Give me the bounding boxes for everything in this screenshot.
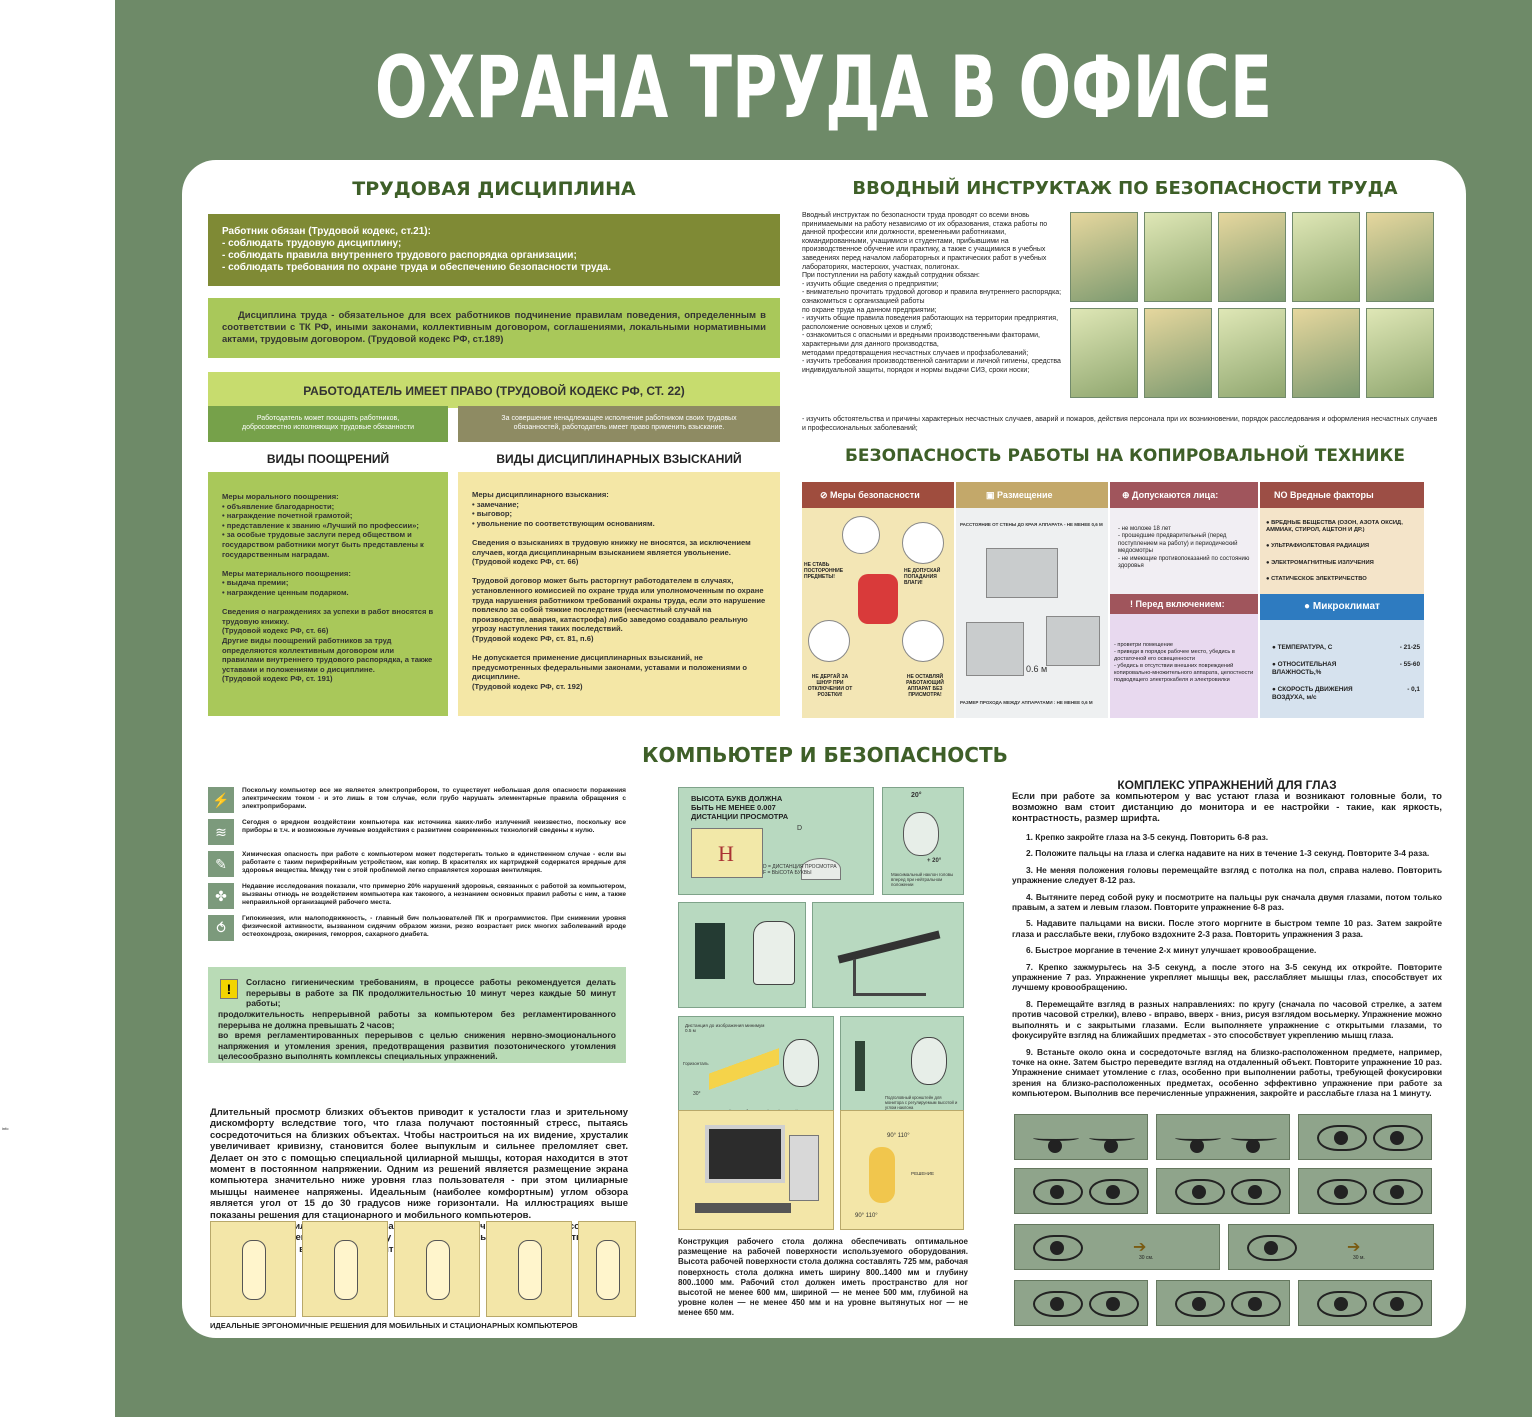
eye-icon: [1033, 1179, 1083, 1205]
eye-exercise-cell: [1298, 1114, 1432, 1160]
eye-exercise-cell: [1156, 1280, 1290, 1326]
copier-safety-head-label: Меры безопасности: [830, 490, 920, 500]
lightning-icon: ⚡: [208, 787, 234, 813]
induction-line: - изучить общие сведения о предприятии;: [802, 280, 939, 288]
hazard-item: [208, 787, 626, 813]
induction-panel: [1366, 308, 1434, 398]
worker-duty-box: [208, 214, 780, 286]
eye-exercise-item: 4. Вытяните перед собой руку и посмотрите на пальцы рук сначала двумя глазами, потом только правым, а затем и левым глазом. Повторите упражнение 6-8 раз.: [1012, 891, 1442, 913]
eye-icon: [1317, 1291, 1367, 1317]
rewards-box: [208, 472, 448, 716]
break-notice-rest: [218, 1009, 616, 1062]
eye-icon: [1373, 1179, 1423, 1205]
eye-icon: [1175, 1291, 1225, 1317]
rewards-line: (Трудовой кодекс РФ, ст. 66): [222, 626, 329, 636]
penalties-line: Не допускается применение дисциплинарных взысканий, не предусмотренных федеральными законами, уставами и положениями о дисциплине.: [472, 653, 748, 682]
copier-before-text: [1114, 642, 1254, 684]
rewards-title: ВИДЫ ПООЩРЕНИЙ: [266, 452, 390, 466]
ergonomic-figure: [518, 1240, 542, 1300]
view-cone-image: [709, 1041, 779, 1097]
employer-title-box: [208, 372, 780, 408]
employer-right-text: За совершение ненадлежащее исполнение работником своих трудовых обязанностей, работодатель имеет право применить взыскание.: [501, 415, 737, 431]
page-title: ОХРАНА ТРУДА В ОФИСЕ: [374, 38, 1273, 138]
copier-plug-icon: [808, 620, 850, 662]
bracket-caption: Подголовный кронштейн для монитора с регулируемым высотой и углом наклона: [885, 1095, 958, 1110]
desk-requirements-text: Конструкция рабочего стола должна обеспечивать оптимальное размещение на рабочей поверхности используемого оборудования. Высота рабочей поверхности стола должна составлять 725 мм, рабочая поверхность стола должна иметь ширину 800..1400 мм и глубину 800..1000 мм. Рабочий стол должен иметь пространство для ног высотой не менее 600 мм, шириной — не менее 500 мм, глубиной на уровне колен — не менее 450 мм и на уровне вытянутых ног — не менее 650 мм.: [678, 1237, 968, 1318]
letter-d-label: D: [797, 825, 803, 832]
employer-left-box: [208, 406, 448, 442]
rewards-line: [222, 559, 436, 569]
hazard-text: Недавние исследования показали, что примерно 20% нарушений здоровья, связанных с работой за компьютером, вызваны отнюдь не воздействием компьютера как такового, а незнанием основных правил работы с ним, а также неправильной организацией рабочего места.: [242, 883, 626, 907]
climate-value: - 21-25: [1399, 644, 1420, 651]
eyes-intro: Если при работе за компьютером у вас устают глаза и возникают головные боли, то возможно вам стоит дистанцию до монитора и ее настройки - такие, как яркость, контрастность, размер шрифта.: [1012, 791, 1442, 823]
induction-illustrations: [1070, 212, 1440, 404]
penalties-title: ВИДЫ ДИСЦИПЛИНАРНЫХ ВЗЫСКАНИЙ: [496, 452, 742, 466]
eye-icon: [1089, 1291, 1139, 1317]
arrow-right-icon: ➔: [1133, 1239, 1147, 1256]
arrow-right-icon: ➔: [1347, 1239, 1361, 1256]
chair-angle-top: 90° 110°: [887, 1133, 910, 1139]
penalties-line: Меры дисциплинарного взыскания:: [472, 490, 609, 499]
induction-bottom-text: - изучить обстоятельства и причины характерных несчастных случаев, аварий и пожаров, действия персонала при их возникновении, порядок расследования и оформления несчастных случаев и профессиональных заболеваний;: [802, 416, 1438, 432]
puzzle-icon: ✤: [208, 883, 234, 909]
copier-hand-icon: [858, 574, 898, 624]
notice-line: продолжительность непрерывной работы за компьютером без регламентированного перерыва не должна превышать 2 часов;: [218, 1009, 616, 1030]
penalties-line: (Трудовой кодекс РФ, ст. 192): [472, 681, 583, 691]
head-front-image: [903, 812, 939, 856]
factor-item: ● ВРЕДНЫЕ ВЕЩЕСТВА (ОЗОН, АЗОТА ОКСИД, АММИАК, СТИРОЛ, АЦЕТОН И ДР.): [1266, 520, 1403, 534]
hazard-text: Гипокинезия, или малоподвижность, - главный бич пользователей ПК и программистов. При снижении уровня физической активности, вызванном сидячим образом жизни, резко возрастает риск многих заболеваний вроде остеохондроза, ожирения, геморроя, сахарного диабета.: [242, 915, 626, 939]
eye-exercises-list: [1012, 832, 1442, 1105]
induction-panel: [1144, 212, 1212, 302]
chair-label: РЕШЕНИЕ: [911, 1171, 935, 1176]
worker-duty-line: - соблюдать трудовую дисциплину;: [222, 238, 402, 249]
ergonomic-solution-image: [486, 1221, 572, 1317]
eye-icon: [1175, 1135, 1221, 1141]
discipline-title: ТРУДОВАЯ ДИСЦИПЛИНА: [352, 178, 636, 200]
copier-factors-text: [1266, 520, 1420, 592]
copier-admission-head-label: Допускаются лица:: [1132, 490, 1219, 500]
copier-safety-head: ⊘ Меры безопасности: [802, 482, 954, 508]
eye-exercise-cell: [1298, 1280, 1432, 1326]
copier-distance-label: 0.6 м: [1026, 664, 1048, 674]
definition-box: [208, 298, 780, 358]
copier-placement-top: РАССТОЯНИЕ ОТ СТЕНЫ ДО КРАЯ АППАРАТА - НЕ МЕНЕЕ 0,6 М: [960, 522, 1103, 527]
ergonomic-solution-image: [302, 1221, 388, 1317]
admission-line: - не моложе 18 лет: [1118, 526, 1171, 532]
copier-col-safety: [802, 482, 954, 718]
eye-exercise-cell: [1156, 1168, 1290, 1214]
ergonomic-figure: [596, 1240, 620, 1300]
ergonomic-solution-image: [394, 1221, 480, 1317]
admission-line: - не имеющие противопоказаний по состоянию здоровья: [1118, 555, 1250, 570]
hazard-item: [208, 883, 626, 909]
climate-value: - 0,1: [1407, 686, 1420, 693]
copier-objects-icon: [842, 516, 880, 554]
eye-icon: [1317, 1179, 1367, 1205]
eye-exercise-item: 1. Крепко закройте глаза на 3-5 секунд. Повторить 6-8 раз.: [1026, 832, 1269, 842]
reach-test-illustration: [678, 902, 806, 1008]
eye-exercise-item: 5. Надавите пальцами на виски. После этого моргните в быстром темпе 10 раз. Затем закройте глаза и расслабьте веки, глубоко вздохните 2-3 раза. Повторить упражнения 3 раза.: [1012, 918, 1442, 939]
employer-left-text: Работодатель может поощрять работников, добросовестно исполняющих трудовые обязанности: [242, 415, 414, 431]
arm-viewer-head: [911, 1037, 947, 1085]
rewards-line: • награждение ценным подарком.: [222, 587, 349, 597]
warning-icon: !: [220, 979, 238, 999]
copier-climate-text: [1272, 644, 1420, 711]
induction-panel: [1218, 212, 1286, 302]
eye-exercise-item: 6. Быстрое моргание в течение 2-х минут улучшает кровообращение.: [1026, 945, 1317, 956]
eye-icon: [1089, 1135, 1135, 1141]
worker-duty-line: - соблюдать правила внутреннего трудового распорядка организации;: [222, 250, 577, 261]
eyes-title: КОМПЛЕКС УПРАЖНЕНИЙ ДЛЯ ГЛАЗ: [1117, 778, 1337, 792]
penalties-line: (Трудовой кодекс РФ, ст. 66): [472, 557, 579, 567]
desktop-monitor-image: [705, 1125, 785, 1183]
copier-title: БЕЗОПАСНОСТЬ РАБОТЫ НА КОПИРОВАЛЬНОЙ ТЕХНИКЕ: [844, 446, 1406, 466]
copier-moisture-icon: [902, 522, 944, 564]
posture-icon: ⥀: [208, 915, 234, 941]
copier-machine-image-2: [966, 622, 1024, 676]
induction-title: ВВОДНЫЙ ИНСТРУКТАЖ ПО БЕЗОПАСНОСТИ ТРУДА: [852, 178, 1398, 199]
chair-angle-bottom: 90° 110°: [855, 1213, 878, 1219]
eye-exercise-cell: [1014, 1168, 1148, 1214]
system-unit-image: [789, 1135, 819, 1201]
eye-icon: [1089, 1179, 1139, 1205]
eye-icon: [1033, 1135, 1079, 1141]
worker-duty-line: Работник обязан (Трудовой кодекс, ст.21):: [222, 226, 431, 237]
rewards-line: Меры морального поощрения:: [222, 492, 339, 501]
penalties-line: [472, 644, 766, 654]
letter-legend: [763, 864, 873, 876]
eye-icon: [1033, 1291, 1083, 1317]
penalties-line: (Трудовой кодекс РФ, ст. 81, п.6): [472, 633, 594, 643]
hazard-item: [208, 915, 626, 941]
rewards-line: • за особые трудовые заслуги перед обществом и государством работники могут быть представлены к государственным наградам.: [222, 530, 424, 559]
laptop-stand-illustration: [812, 902, 964, 1008]
penalties-line: • выговор;: [472, 509, 512, 519]
letter-legend-f: F = ВЫСОТА БУКВЫ: [763, 870, 812, 876]
margin-note: info: [2, 1126, 9, 1131]
seated-person-image: [753, 921, 795, 985]
copier-safety-label-4: НЕ ОСТАВЛЯЙ РАБОТАЮЩИЙ АППАРАТ БЕЗ ПРИСМОТРА!: [906, 674, 944, 698]
angle-top-label: 20°: [911, 792, 922, 799]
definition-text: Дисциплина труда - обязательное для всех работников подчинение правилам поведения, определенным в соответствии с ТК РФ, иными законами, коллективным договором, соглашениями, локальными нормативными актами, трудовым договором. (Трудовой кодекс РФ, ст.189): [222, 310, 766, 345]
computer-title: КОМПЬЮТЕР И БЕЗОПАСНОСТЬ: [642, 743, 1008, 767]
distance-label: Дистанция до изображения минимум 0.5 м: [685, 1023, 765, 1034]
before-line: - приведи в порядок рабочее место, убедись в достаточной его освещенности: [1114, 649, 1235, 662]
angle-bottom-label: + 20°: [927, 858, 942, 864]
climate-row: [1272, 661, 1420, 677]
eye-exercise-item: 7. Крепко зажмурьтесь на 3-5 секунд, а после этого на 3-5 секунд их откройте. Повторите упражнение 7 раз. Упражнение укрепляет мышцы век, расслабляет мышцы глаз, способствует их лучшему кровообращению.: [1012, 961, 1442, 993]
induction-line: - изучить общие правила поведения работающих на территории предприятия, расположение основных цехов и служб;: [802, 315, 1059, 331]
penalties-line: Трудовой договор может быть расторгнут работодателем в случаях, установленного комиссией по охране труда или уполномоченным по охране труда нарушения работником требований охраны труда, если это нарушение повлекло за собой тяжкие последствия (несчастный случай на производстве, авария, катастрофа) либо заведомо создавало реальную угрозу наступления таких последствий.: [472, 576, 766, 634]
eye-exercise-item: 2. Положите пальцы на глаза и слегка надавите на них в течение 1-3 секунд. Повторите 3-4 раза.: [1026, 848, 1430, 859]
eye-exercise-cell: [1298, 1168, 1432, 1214]
penalties-line: [472, 528, 766, 538]
break-notice-text: Согласно гигиеническим требованиям, в процессе работы рекомендуется делать перерывы в работе за ПК продолжительностью 10 минут через каждые 50 минут работы;: [246, 977, 616, 1008]
copier-unattended-icon: [902, 620, 944, 662]
eye-distance-label: 30 м.: [1353, 1255, 1365, 1261]
before-line: - проветри помещение: [1114, 642, 1173, 648]
monitor-height-text: способом: пальцы центра..: [371, 1221, 602, 1255]
angle-caption: Максимальный наклон головы вперед при нейтральном положении: [891, 872, 954, 888]
ergonomic-figure: [334, 1240, 358, 1300]
chemical-icon: ✎: [208, 851, 234, 877]
hazard-item: [208, 819, 626, 845]
eye-icon: [1317, 1125, 1367, 1151]
letter-screen-image: [691, 828, 763, 878]
eye-icon: [1373, 1291, 1423, 1317]
induction-panel: [1070, 212, 1138, 302]
hazard-item: [208, 851, 626, 877]
notice-line: во время регламентированных перерывов с целью снижения нервно-эмоционального напряжения и утомления зрения, предотвращения развития позотонического утомления целесообразно выполнять комплексы специальных упражнений.: [218, 1030, 616, 1061]
eye-icon: [1231, 1291, 1281, 1317]
letter-height-illustration: [678, 787, 874, 895]
induction-line: Вводный инструктаж по безопасности труда проводят со всеми вновь принимаемыми на работу независимо от их образования, стажа работы по данной профессии или должности, временными работниками, командированными, учащимися и студентами, прибывшими на производственное обучение или практику, а также с учащимися в учебных заведениях перед началом лабораторных и практических работ в учебных лабораториях, мастерских, участках, полигонах.: [802, 212, 1048, 271]
copier-placement-bottom: РАЗМЕР ПРОХОДА МЕЖДУ АППАРАТАМИ : НЕ МЕНЕЕ 0,6 М: [960, 700, 1093, 705]
stand-image: [853, 959, 926, 996]
copier-safety-label-3: НЕ ДЕРГАЙ ЗА ШНУР ПРИ ОТКЛЮЧЕНИИ ОТ РОЗЕТКИ!: [807, 674, 853, 698]
employer-title: РАБОТОДАТЕЛЬ ИМЕЕТ ПРАВО (ТРУДОВОЙ КОДЕКС РФ, СТ. 22): [303, 384, 685, 398]
copier-col-admission: [1110, 482, 1258, 718]
induction-panel: [1144, 308, 1212, 398]
hazard-text: Сегодня о вредном воздействии компьютера как источника каких-либо излучений неизвестно, поскольку все приборы в т.ч. и возможные лучевые воздействия с развитием современных технологий сведены к нулю.: [242, 819, 626, 835]
rewards-line: • награждение почетной грамотой;: [222, 511, 353, 521]
letter-height-text: ВЫСОТА БУКВ ДОЛЖНА БЫТЬ НЕ МЕНЕЕ 0.007 ДИСТАНЦИИ ПРОСМОТРА: [691, 794, 789, 821]
rewards-line: Другие виды поощрений работников за труд определяются коллективным договором или правилами внутреннего трудового распорядка, а также уставами и положениями о дисциплине.: [222, 635, 433, 674]
copier-placement-head: ▣ Размещение: [956, 482, 1108, 508]
seated-figure-image: [869, 1147, 895, 1203]
climate-row: [1272, 686, 1420, 702]
copier-machine-image: [986, 548, 1058, 598]
copier-placement-head-label: Размещение: [997, 490, 1053, 500]
computer-hazards: [208, 787, 626, 947]
copier-safety-label-2: НЕ ДОПУСКАЙ ПОПАДАНИЯ ВЛАГИ!: [904, 568, 941, 586]
induction-line: по охране труда на данном предприятии;: [802, 306, 937, 314]
factor-item: ● УЛЬТРАФИОЛЕТОВАЯ РАДИАЦИЯ: [1266, 543, 1370, 550]
factor-item: ● ЭЛЕКТРОМАГНИТНЫЕ ИЗЛУЧЕНИЯ: [1266, 559, 1374, 566]
climate-key: ● СКОРОСТЬ ДВИЖЕНИЯ ВОЗДУХА, м/с: [1272, 686, 1353, 701]
induction-line: методами предотвращения несчастных случаев и профзаболеваний;: [802, 349, 1029, 357]
letter-legend-d: D = ДИСТАНЦИЯ ПРОСМОТРА: [763, 864, 837, 870]
admission-line: - прошедшие предварительный (перед поступлением на работу) и периодический медосмотры: [1118, 533, 1238, 555]
rewards-line: • выдача премии;: [222, 578, 289, 588]
worker-duty-line: - соблюдать требования по охране труда и обеспечению безопасности труда.: [222, 262, 612, 273]
penalties-box: [458, 472, 780, 716]
hazard-text: Химическая опасность при работе с компьютером может подстерегать только в единственном случае - если вы работаете с таким периферийным устройством, как копир. В красителях их картриджей содержатся вредные для здоровья вещества. Между тем с этой проблемой легко справляется хорошая вентиляция.: [242, 851, 626, 875]
eye-exercise-cell: [1014, 1224, 1220, 1270]
climate-row: [1272, 644, 1420, 652]
copier-climate-head-label: Микроклимат: [1312, 601, 1380, 612]
chair-posture-illustration: [840, 1110, 964, 1230]
penalties-line: [472, 567, 766, 577]
penalties-text: [458, 472, 780, 691]
eye-exercise-item: 9. Встаньте около окна и сосредоточьте взгляд на близко-расположенном предмете, например, точке на окне. Затем быстро переведите взгляд на отдаленный объект. Повторите упражнение 10 раз. Упражнение снимает утомление с глаз, особенно при выполнении работы, требующей фокусировки зрения на близко-расположенных предметах, особенно эффективно упражнение при работе за компьютером. Выполнив все перечисленные упражнения, закройте и расслабьте глаза на 1 минуту.: [1012, 1046, 1442, 1099]
copier-admission-text: [1118, 526, 1254, 570]
copier-climate-head: ● Микроклимат: [1260, 594, 1424, 620]
induction-panel: [1366, 212, 1434, 302]
induction-panel: [1292, 212, 1360, 302]
rewards-text: [208, 472, 448, 684]
eye-exercise-cell: [1156, 1114, 1290, 1160]
before-line: - убедись в отсутствии внешних повреждений копировально-множительного аппарата, целостности подводящего электрокабеля и электровилки: [1114, 663, 1254, 683]
induction-panel: [1070, 308, 1138, 398]
eye-icon: [1231, 1135, 1277, 1141]
viewer-head-image: [783, 1039, 819, 1087]
radiation-icon: ≋: [208, 819, 234, 845]
ergonomic-solution-image: [210, 1221, 296, 1317]
monitor-image: [695, 923, 725, 979]
induction-line: - ознакомиться с опасными и вредными производственными факторами, характерными для данного производства,: [802, 332, 1040, 348]
ergonomic-solution-image: [578, 1221, 636, 1317]
copier-before-head: ! Перед включением:: [1110, 594, 1258, 614]
angle-30-label: 30°: [693, 1091, 701, 1097]
arm-monitor-image: [855, 1041, 865, 1091]
copier-safety-label-1: НЕ СТАВЬ ПОСТОРОННИЕ ПРЕДМЕТЫ!: [804, 562, 844, 580]
eye-icon: [1033, 1235, 1083, 1261]
rewards-line: Меры материального поощрения:: [222, 568, 351, 578]
factor-item: ● СТАТИЧЕСКОЕ ЭЛЕКТРИЧЕСТВО: [1266, 575, 1367, 582]
copier-col-factors: [1260, 482, 1424, 718]
worker-duty-text: [208, 214, 780, 274]
rewards-line: • объявление благодарности;: [222, 501, 335, 511]
head-angle-illustration: [882, 787, 964, 895]
rewards-line: [222, 598, 436, 608]
induction-text: [802, 212, 1064, 375]
copier-col-placement: [956, 482, 1108, 718]
climate-value: - 55-60: [1399, 661, 1420, 668]
ergonomic-solutions-strip: [210, 1221, 630, 1317]
break-notice-box: [208, 967, 626, 1063]
climate-key: ● ОТНОСИТЕЛЬНАЯ ВЛАЖНОСТЬ,%: [1272, 661, 1337, 676]
copier-admission-head: ⊕ Допускаются лица:: [1110, 482, 1258, 508]
eye-icon: [1231, 1179, 1281, 1205]
eye-icon: [1373, 1125, 1423, 1151]
rewards-line: (Трудовой кодекс РФ, ст. 191): [222, 674, 333, 684]
ergonomic-caption: ИДЕАЛЬНЫЕ ЭРГОНОМИЧНЫЕ РЕШЕНИЯ ДЛЯ МОБИЛЬНЫХ И СТАЦИОНАРНЫХ КОМПЬЮТЕРОВ: [210, 1321, 578, 1330]
climate-key: ● ТЕМПЕРАТУРА, С: [1272, 644, 1333, 651]
horizon-label: Горизонталь: [683, 1061, 709, 1066]
eye-exercise-item: 3. Не меняя положения головы перемещайте взгляд с потолка на пол, справа налево. Повторить упражнение следует 8-12 раз.: [1012, 864, 1442, 886]
penalties-line: • замечание;: [472, 499, 519, 509]
hazard-text: Поскольку компьютер все же является электроприбором, то существует небольшая доля опасности поражения электрическим током - и это лишь в том случае, если грубо нарушать элементарные правила обращения с электроприборами.: [242, 787, 626, 811]
eye-exercise-cell: [1014, 1280, 1148, 1326]
workstation-illustration: [678, 1110, 834, 1230]
eye-icon: [1175, 1179, 1225, 1205]
eye-distance-label: 30 см.: [1139, 1255, 1154, 1261]
eye-exercise-cell: [1014, 1114, 1148, 1160]
ergonomic-figure: [426, 1240, 450, 1300]
rewards-line: • представление к званию «Лучший по профессии»;: [222, 520, 419, 530]
copier-machine-image-3: [1046, 616, 1100, 666]
eye-exercise-cell: [1228, 1224, 1434, 1270]
eye-icon: [1247, 1235, 1297, 1261]
rewards-line: Сведения о награждениях за успехи в работ вносятся в трудовую книжку.: [222, 607, 434, 626]
induction-line: - внимательно прочитать трудовой договор и правила внутреннего распорядка; ознакомиться с организацией работы: [802, 289, 1062, 305]
employer-right-box: [458, 406, 780, 442]
induction-panel: [1292, 308, 1360, 398]
letter-h-glyph: H: [718, 841, 734, 866]
penalties-line: Сведения о взысканиях в трудовую книжку не вносятся, за исключением случаев, когда дисциплинарным взысканием является увольнение.: [472, 537, 751, 557]
induction-line: - изучить требования производственной санитарии и личной гигиены, средства индивидуальной защиты, порядок и нормы выдачи СИЗ, сроки носки;: [802, 358, 1061, 374]
ergonomic-figure: [242, 1240, 266, 1300]
penalties-line: • увольнение по соответствующим основаниям.: [472, 518, 655, 528]
induction-panel: [1218, 308, 1286, 398]
eye-exercise-illustrations: [1014, 1114, 1442, 1336]
eye-strain-text: Длительный просмотр близких объектов приводит к усталости глаз и зрительному дискомфорту вследствие того, что глаза получают постоянный стресс, пытаясь сосредоточиться на близких объектах. Чтобы настроиться на их видение, хрусталик увеличивает кривизну, становится более выпуклым и сильнее преломляет свет. Делает он это с помощью специальной цилиарной мышцы, которая находится в этот момент в постоянном напряжении. Одним из решений является размещение экрана компьютера значительно ниже уровня глаз пользователя - при этом цилиарные мышцы наименее напряжены. Идеальным (наиболее комфортным) углом обзора является угол от 15 до 30 градусов ниже горизонтали. На иллюстрациях выше показаны решения для стационарного и мобильного компьютеров.: [210, 1107, 628, 1221]
copier-factors-head: NO Вредные факторы: [1260, 482, 1424, 508]
copier-before-head-label: Перед включением:: [1135, 599, 1225, 609]
keyboard-image: [695, 1203, 791, 1213]
induction-line: При поступлении на работу каждый сотрудник обязан:: [802, 272, 980, 280]
eye-exercise-item: 8. Перемещайте взгляд в разных направлениях: по кругу (сначала по часовой стрелке, а затем против часовой стрелки), влево - вправо, вверх - вниз, рисуя взглядом восьмерку. Упражнение можно выполнять и с закрытыми глазами. Если выполняете упражнение с открытыми глазами, то фокусируйте взгляд на ближайших предметах - это способствует укреплению мышц глаза.: [1012, 998, 1442, 1041]
